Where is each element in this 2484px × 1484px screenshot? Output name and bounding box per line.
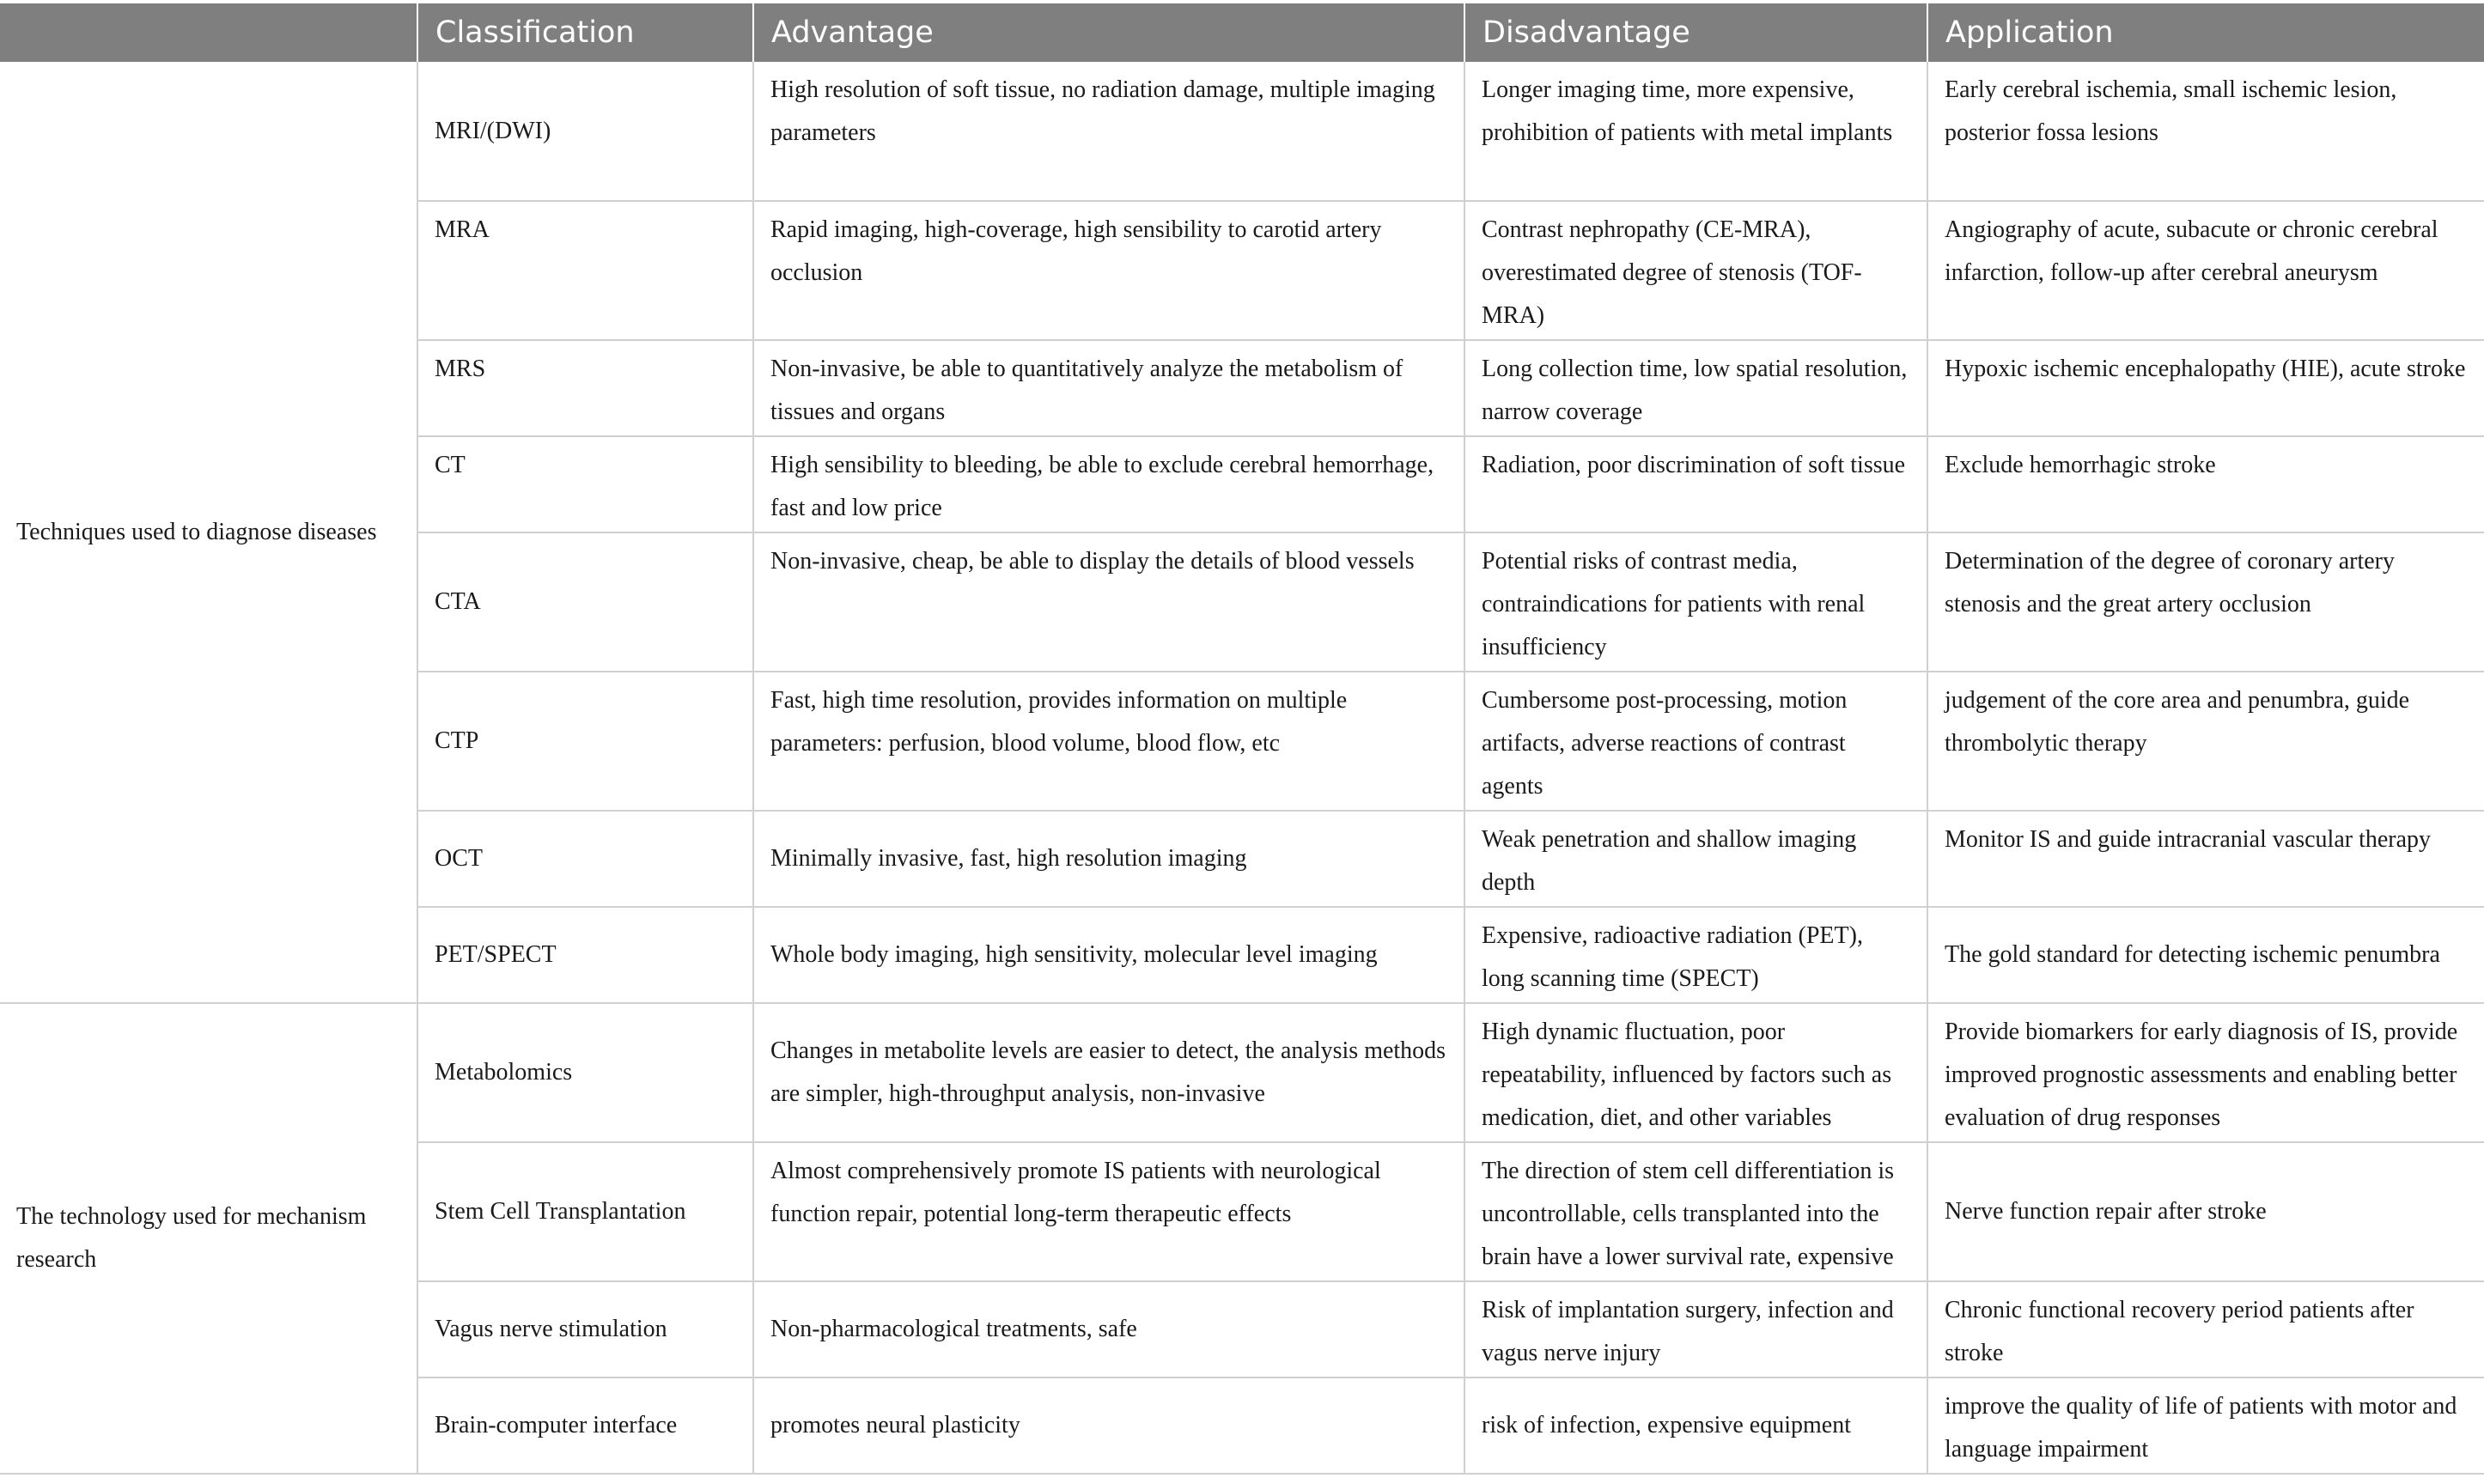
advantage-cell: Non-pharmacological treatments, safe	[753, 1281, 1464, 1378]
advantage-cell: Non-invasive, be able to quantitatively analyze the metabolism of tissues and organs	[753, 340, 1464, 436]
application-cell: Angiography of acute, subacute or chronic cerebral infarction, follow-up after cerebral aneurysm	[1927, 201, 2484, 340]
advantage-cell: High sensibility to bleeding, be able to exclude cerebral hemorrhage, fast and low price	[753, 436, 1464, 532]
classification-cell: Stem Cell Transplantation	[417, 1142, 753, 1281]
disadvantage-cell: Radiation, poor discrimination of soft tissue	[1464, 436, 1927, 532]
advantage-cell: Minimally invasive, fast, high resolution imaging	[753, 811, 1464, 907]
advantage-cell: Rapid imaging, high-coverage, high sensibility to carotid artery occlusion	[753, 201, 1464, 340]
header-disadvantage: Disadvantage	[1464, 3, 1927, 62]
application-cell: Monitor IS and guide intracranial vascular therapy	[1927, 811, 2484, 907]
header-blank	[0, 3, 417, 62]
application-cell: Early cerebral ischemia, small ischemic lesion, posterior fossa lesions	[1927, 62, 2484, 201]
header-row	[0, 3, 2484, 62]
classification-cell: CT	[417, 436, 753, 532]
disadvantage-cell: risk of infection, expensive equipment	[1464, 1378, 1927, 1474]
disadvantage-cell: Weak penetration and shallow imaging depth	[1464, 811, 1927, 907]
application-cell: Nerve function repair after stroke	[1927, 1142, 2484, 1281]
disadvantage-cell: Risk of implantation surgery, infection and vagus nerve injury	[1464, 1281, 1927, 1378]
classification-cell: PET/SPECT	[417, 907, 753, 1003]
table-row	[0, 62, 2484, 201]
table-row	[0, 1003, 2484, 1142]
disadvantage-cell: Contrast nephropathy (CE-MRA), overestimated degree of stenosis (TOF-MRA)	[1464, 201, 1927, 340]
advantage-cell: promotes neural plasticity	[753, 1378, 1464, 1474]
classification-cell: Vagus nerve stimulation	[417, 1281, 753, 1378]
application-cell: improve the quality of life of patients with motor and language impairment	[1927, 1378, 2484, 1474]
header-classification: Classification	[417, 3, 753, 62]
group-label-diagnosis: Techniques used to diagnose diseases	[0, 62, 417, 1003]
application-cell: Chronic functional recovery period patients after stroke	[1927, 1281, 2484, 1378]
application-cell: judgement of the core area and penumbra, guide thrombolytic therapy	[1927, 672, 2484, 811]
header-application: Application	[1927, 3, 2484, 62]
classification-cell: MRI/(DWI)	[417, 62, 753, 201]
classification-cell: CTP	[417, 672, 753, 811]
classification-cell: OCT	[417, 811, 753, 907]
classification-cell: MRA	[417, 201, 753, 340]
application-cell: Provide biomarkers for early diagnosis of IS, provide improved prognostic assessments and enabling better evaluation of drug responses	[1927, 1003, 2484, 1142]
disadvantage-cell: Potential risks of contrast media, contraindications for patients with renal insufficiency	[1464, 532, 1927, 672]
disadvantage-cell: The direction of stem cell differentiation is uncontrollable, cells transplanted into the brain have a lower survival rate, expensive	[1464, 1142, 1927, 1281]
advantage-cell: Fast, high time resolution, provides information on multiple parameters: perfusion, blood volume, blood flow, etc	[753, 672, 1464, 811]
advantage-cell: High resolution of soft tissue, no radiation damage, multiple imaging parameters	[753, 62, 1464, 201]
disadvantage-cell: High dynamic fluctuation, poor repeatability, influenced by factors such as medication, diet, and other variables	[1464, 1003, 1927, 1142]
application-cell: Exclude hemorrhagic stroke	[1927, 436, 2484, 532]
classification-cell: CTA	[417, 532, 753, 672]
comparison-table	[0, 3, 2484, 1475]
classification-cell: MRS	[417, 340, 753, 436]
table-body	[0, 62, 2484, 1474]
group-label-mechanism: The technology used for mechanism research	[0, 1003, 417, 1474]
table-header	[0, 3, 2484, 62]
application-cell: Determination of the degree of coronary artery stenosis and the great artery occlusion	[1927, 532, 2484, 672]
advantage-cell: Non-invasive, cheap, be able to display the details of blood vessels	[753, 532, 1464, 672]
application-cell: The gold standard for detecting ischemic penumbra	[1927, 907, 2484, 1003]
header-advantage: Advantage	[753, 3, 1464, 62]
disadvantage-cell: Cumbersome post-processing, motion artifacts, adverse reactions of contrast agents	[1464, 672, 1927, 811]
classification-cell: Brain-computer interface	[417, 1378, 753, 1474]
disadvantage-cell: Longer imaging time, more expensive, prohibition of patients with metal implants	[1464, 62, 1927, 201]
advantage-cell: Changes in metabolite levels are easier to detect, the analysis methods are simpler, high-throughput analysis, non-invasive	[753, 1003, 1464, 1142]
disadvantage-cell: Long collection time, low spatial resolution, narrow coverage	[1464, 340, 1927, 436]
advantage-cell: Almost comprehensively promote IS patients with neurological function repair, potential long-term therapeutic effects	[753, 1142, 1464, 1281]
classification-cell: Metabolomics	[417, 1003, 753, 1142]
advantage-cell: Whole body imaging, high sensitivity, molecular level imaging	[753, 907, 1464, 1003]
application-cell: Hypoxic ischemic encephalopathy (HIE), acute stroke	[1927, 340, 2484, 436]
disadvantage-cell: Expensive, radioactive radiation (PET), long scanning time (SPECT)	[1464, 907, 1927, 1003]
